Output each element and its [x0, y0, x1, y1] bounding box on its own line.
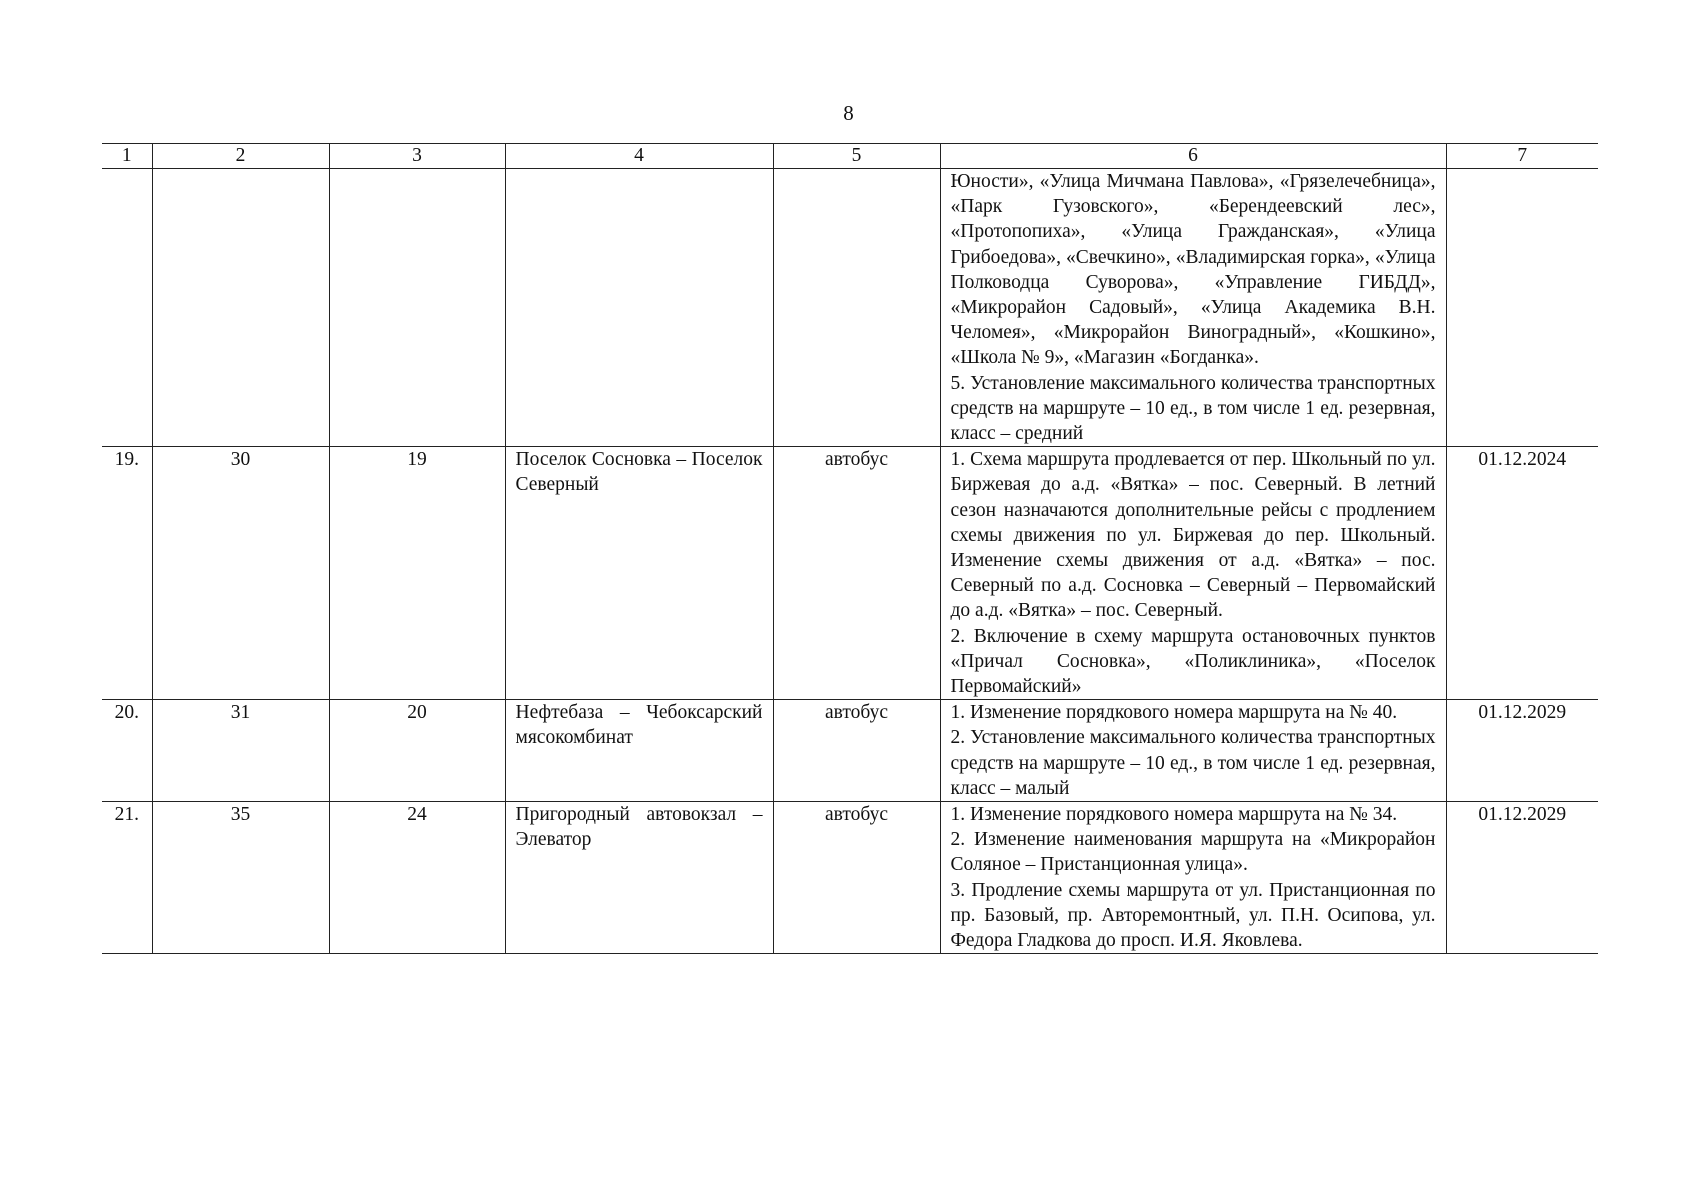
- changes-paragraph: 3. Продление схемы маршрута от ул. Пристанционная по пр. Базовый, пр. Авторемонтный, ул. П.Н. Осипова, ул. Федора Гладкова до просп. И.Я. Яковлева.: [950, 879, 1436, 952]
- changes-paragraph: Юности», «Улица Мичмана Павлова», «Грязелечебница», «Парк Гузовского», «Берендеевский лес», «Протопопиха», «Улица Гражданская», «Улица Грибоедова», «Свечкино», «Владимирская горка», «Улица Полководца Суворова», «Управление ГИБДД», «Микрорайон Садовый», «Улица Академика В.Н. Челомея», «Микрорайон Виноградный», «Кошкино», «Школа № 9», «Магазин «Богданка».: [950, 171, 1436, 369]
- changes-cell: [940, 447, 1446, 700]
- registry-number-cell: 30: [152, 447, 329, 700]
- vehicle-type-cell: [773, 169, 940, 447]
- route-name-cell: Поселок Сосновка – Поселок Северный: [505, 447, 773, 700]
- date-cell: 01.12.2024: [1446, 447, 1598, 700]
- route-number-cell: 20: [329, 700, 505, 802]
- routes-table: [102, 143, 1598, 954]
- table-row: [102, 447, 1598, 700]
- route-name-cell: [505, 169, 773, 447]
- vehicle-type-cell: автобус: [773, 447, 940, 700]
- changes-paragraph: 1. Схема маршрута продлевается от пер. Школьный по ул. Биржевая до а.д. «Вятка» – пос. Северный. В летний сезон назначаются дополнительные рейсы с продлением схемы движения по ул. Биржевая до пер. Школьный. Изменение схемы движения от а.д. «Вятка» – пос. Северный по а.д. Сосновка – Северный – Первомайский до а.д. «Вятка» – пос. Северный.: [950, 449, 1436, 622]
- route-number-cell: [329, 169, 505, 447]
- changes-cell: [940, 700, 1446, 802]
- changes-cell: [940, 169, 1446, 447]
- column-header: 3: [329, 144, 505, 169]
- date-cell: [1446, 169, 1598, 447]
- registry-number-cell: [152, 169, 329, 447]
- changes-paragraph: 5. Установление максимального количества транспортных средств на маршруте – 10 ед., в том числе 1 ед. резервная, класс – средний: [950, 372, 1436, 445]
- column-header: 5: [773, 144, 940, 169]
- column-header: 7: [1446, 144, 1598, 169]
- route-name-cell: Нефтебаза – Чебоксарский мясокомбинат: [505, 700, 773, 802]
- row-number-cell: 21.: [102, 802, 152, 954]
- route-number-cell: 19: [329, 447, 505, 700]
- date-cell: 01.12.2029: [1446, 802, 1598, 954]
- page-number: 8: [843, 101, 854, 125]
- column-header: 6: [940, 144, 1446, 169]
- changes-paragraph: 2. Изменение наименования маршрута на «Микрорайон Соляное – Пристанционная улица».: [950, 829, 1436, 876]
- row-number-cell: [102, 169, 152, 447]
- column-number-row: [102, 144, 1598, 169]
- column-header: 2: [152, 144, 329, 169]
- table-row: [102, 169, 1598, 447]
- date-cell: 01.12.2029: [1446, 700, 1598, 802]
- changes-paragraph: 1. Изменение порядкового номера маршрута на № 40.: [950, 702, 1398, 724]
- changes-paragraph: 2. Установление максимального количества транспортных средств на маршруте – 10 ед., в том числе 1 ед. резервная, класс – малый: [950, 727, 1436, 799]
- column-header: 4: [505, 144, 773, 169]
- vehicle-type-cell: автобус: [773, 802, 940, 954]
- row-number-cell: 20.: [102, 700, 152, 802]
- registry-number-cell: 31: [152, 700, 329, 802]
- table-row: [102, 802, 1598, 954]
- changes-cell: [940, 802, 1446, 954]
- vehicle-type-cell: автобус: [773, 700, 940, 802]
- row-number-cell: 19.: [102, 447, 152, 700]
- table-row: [102, 700, 1598, 802]
- changes-paragraph: 1. Изменение порядкового номера маршрута на № 34.: [950, 804, 1398, 826]
- route-number-cell: 24: [329, 802, 505, 954]
- route-name-cell: Пригородный автовокзал – Элеватор: [505, 802, 773, 954]
- changes-paragraph: 2. Включение в схему маршрута остановочных пунктов «Причал Сосновка», «Поликлиника», «Поселок Первомайский»: [950, 625, 1436, 698]
- column-header: 1: [102, 144, 152, 169]
- registry-number-cell: 35: [152, 802, 329, 954]
